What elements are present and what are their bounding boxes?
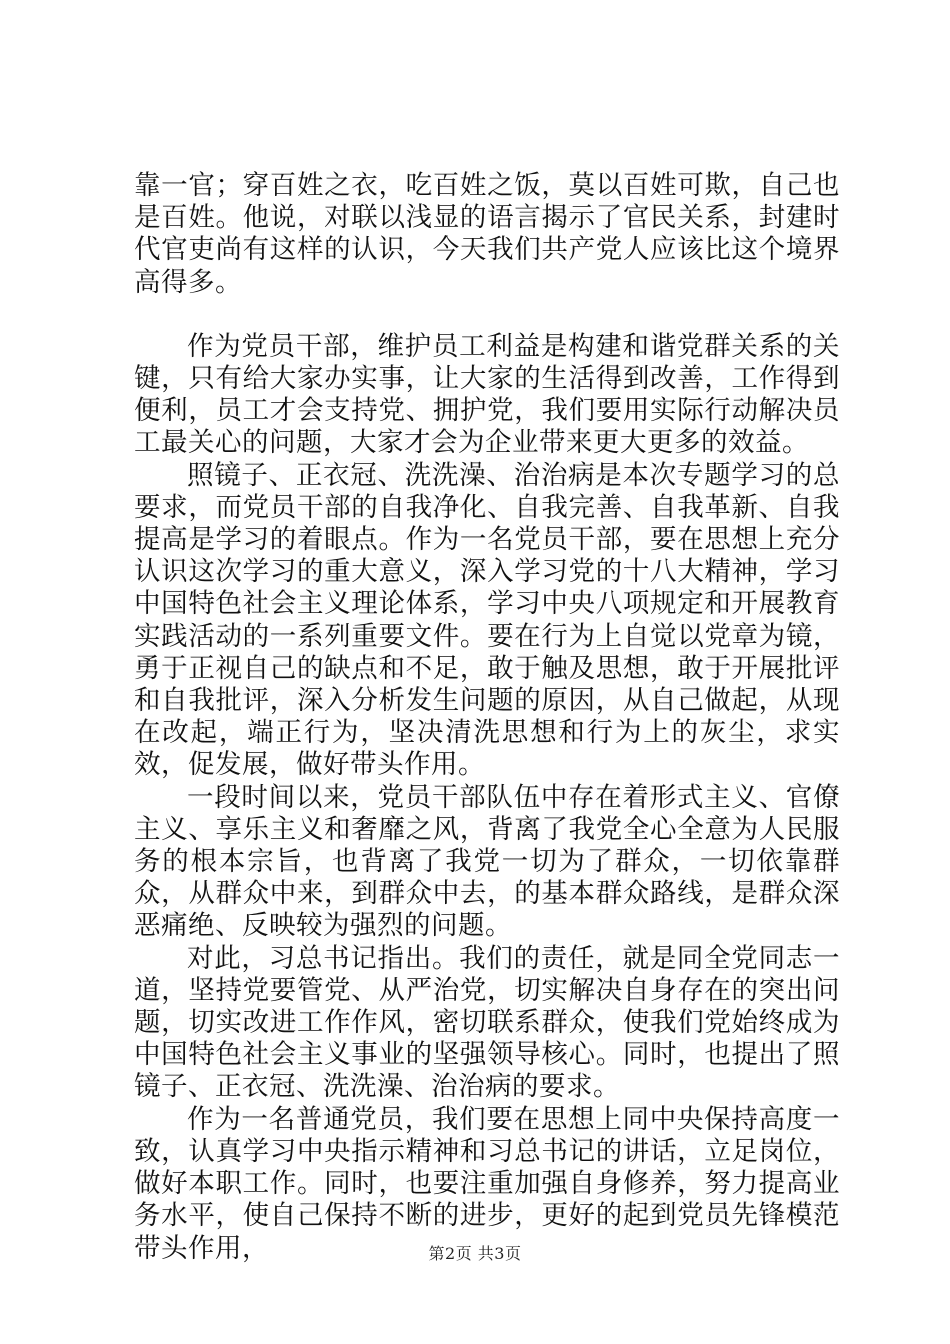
paragraph-continuation: 靠一官；穿百姓之衣，吃百姓之饭，莫以百姓可欺，自己也是百姓。他说，对联以浅显的语言揭示了官民关系，封建时代官吏尚有这样的认识，今天我们共产党人应该比这个境界高得多。 [134, 170, 840, 298]
paragraph-study-requirements: 照镜子、正衣冠、洗洗澡、治治病是本次专题学习的总要求，而党员干部的自我净化、自我完善、自我革新、自我提高是学习的着眼点。作为一名党员干部，要在思想上充分认识这次学习的重大意义，深入学习党的十八大精神，学习中国特色社会主义理论体系，学习中央八项规定和开展教育实践活动的一系列重要文件。要在行为上自觉以党章为镜，勇于正视自己的缺点和不足，敢于触及思想，敢于开展批评和自我批评，深入分析发生问题的原因，从自己做起，从现在改起，端正行为，坚决清洗思想和行为上的灰尘，求实效，促发展，做好带头作用。 [134, 459, 840, 781]
paragraph-general-secretary-remarks: 对此，习总书记指出。我们的责任，就是同全党同志一道，坚持党要管党、从严治党，切实解决自身存在的突出问题，切实改进工作作风，密切联系群众，使我们党始终成为中国特色社会主义事业的坚强领导核心。同时，也提出了照镜子、正衣冠、洗洗澡、治治病的要求。 [134, 942, 840, 1103]
paragraph-bad-work-styles: 一段时间以来，党员干部队伍中存在着形式主义、官僚主义、享乐主义和奢靡之风，背离了我党全心全意为人民服务的根本宗旨，也背离了我党一切为了群众，一切依靠群众，从群众中来，到群众中去，的基本群众路线，是群众深恶痛绝、反映较为强烈的问题。 [134, 781, 840, 942]
document-body [134, 170, 840, 1265]
paragraph-employee-interests: 作为党员干部，维护员工利益是构建和谐党群关系的关键，只有给大家办实事，让大家的生活得到改善，工作得到便利，员工才会支持党、拥护党，我们要用实际行动解决员工最关心的问题，大家才会为企业带来更大更多的效益。 [134, 330, 840, 459]
paragraph-ordinary-member: 作为一名普通党员，我们要在思想上同中央保持高度一致，认真学习中央指示精神和习总书记的讲话，立足岗位，做好本职工作。同时，也要注重加强自身修养，努力提高业务水平，使自己保持不断的进步，更好的起到党员先锋模范带头作用， [134, 1103, 840, 1264]
page-number-footer: 第2页 共3页 [428, 1244, 522, 1263]
